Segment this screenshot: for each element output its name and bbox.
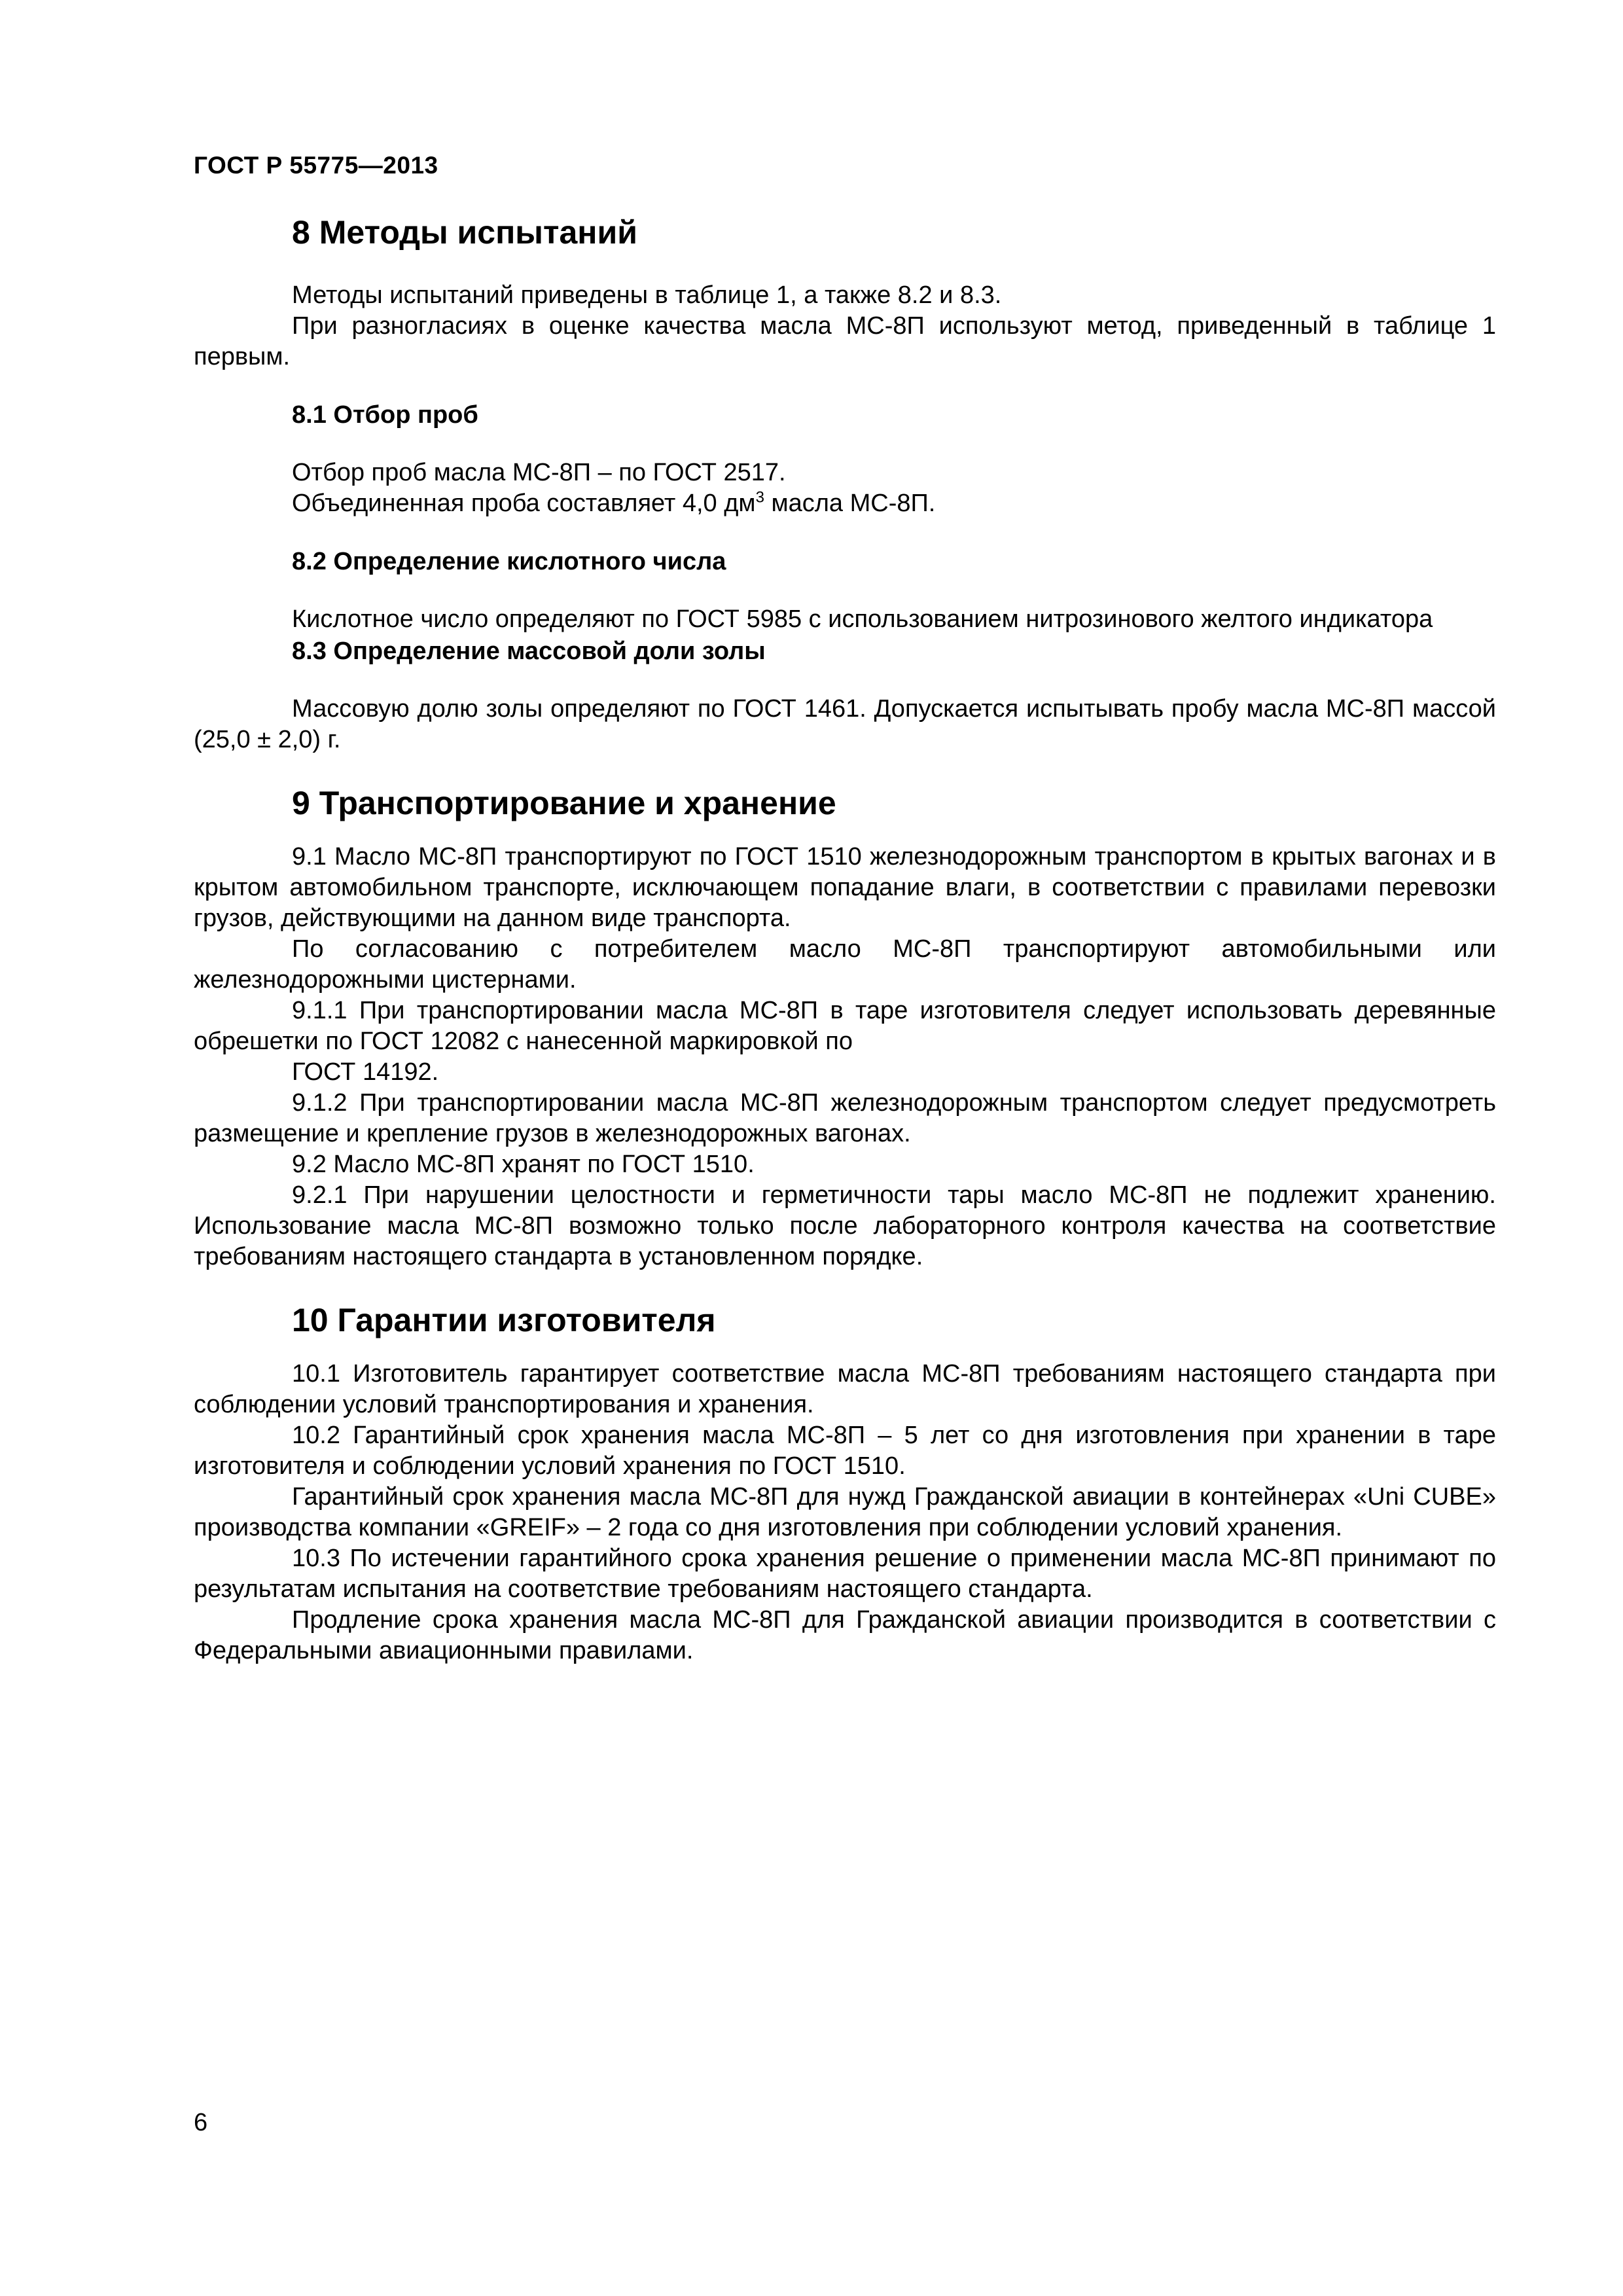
document-body <box>194 211 1496 1666</box>
document-header: ГОСТ Р 55775—2013 <box>194 152 438 179</box>
section-10-paragraph: Продление срока хранения масла МС-8П для Гражданской авиации производится в соответствии с Федеральными авиационными правилами. <box>194 1606 1496 1664</box>
section-10-paragraph: Гарантийный срок хранения масла МС-8П для нужд Гражданской авиации в контейнерах «Uni CUBE» производства компании «GREIF» – 2 года со дня изготовления при соблюдении условий хранения. <box>194 1483 1496 1541</box>
section-9-title: 9 Транспортирование и хранение <box>292 785 836 821</box>
section-8-3-paragraph: Массовую долю золы определяют по ГОСТ 1461. Допускается испытывать пробу масла МС-8П массой (25,0 ± 2,0) г. <box>194 695 1496 753</box>
section-9-paragraph: ГОСТ 14192. <box>292 1058 439 1086</box>
section-10-title: 10 Гарантии изготовителя <box>292 1302 716 1338</box>
section-10-paragraph: 10.3 По истечении гарантийного срока хранения решение о применении масла МС-8П принимают по результатам испытания на соответствие требованиям настоящего стандарта. <box>194 1545 1496 1603</box>
section-8-2-paragraph: Кислотное число определяют по ГОСТ 5985 с использованием нитрозинового желтого индикатора <box>292 605 1433 633</box>
section-8-2-title: 8.2 Определение кислотного числа <box>292 548 726 575</box>
section-9-paragraph: 9.2 Масло МС-8П хранят по ГОСТ 1510. <box>292 1151 755 1178</box>
paragraph-text: Объединенная проба составляет 4,0 дм <box>292 490 756 517</box>
section-9-paragraph: По согласованию с потребителем масло МС-8П транспортируют автомобильными или железнодорожными цистернами. <box>194 935 1496 994</box>
section-8-paragraph: Методы испытаний приведены в таблице 1, а также 8.2 и 8.3. <box>292 281 1002 309</box>
section-10-paragraph: 10.2 Гарантийный срок хранения масла МС-8П – 5 лет со дня изготовления при хранении в таре изготовителя и соблюдении условий хранения по ГОСТ 1510. <box>194 1422 1496 1480</box>
section-8-title: 8 Методы испытаний <box>292 214 637 251</box>
section-8-1-paragraph <box>194 488 1496 519</box>
section-8-paragraph: При разногласиях в оценке качества масла МС-8П используют метод, приведенный в таблице 1 первым. <box>194 312 1496 370</box>
section-9-paragraph: 9.1.1 При транспортировании масла МС-8П в таре изготовителя следует использовать деревянные обрешетки по ГОСТ 12082 с нанесенной маркировкой по <box>194 997 1496 1055</box>
section-9-paragraph: 9.1 Масло МС-8П транспортируют по ГОСТ 1510 железнодорожным транспортом в крытых вагонах и в крытом автомобильном транспорте, исключающем попадание влаги, в соответствии с правилами перевозки грузов, действующими на данном виде транспорта. <box>194 843 1496 932</box>
section-8-1-paragraph: Отбор проб масла МС-8П – по ГОСТ 2517. <box>292 459 786 486</box>
section-9-paragraph: 9.2.1 При нарушении целостности и герметичности тары масло МС-8П не подлежит хранению. Использование масла МС-8П возможно только после лабораторного контроля качества на соответствие требованиям настоящего стандарта в установленном порядке. <box>194 1181 1496 1270</box>
section-8-1-title: 8.1 Отбор проб <box>292 401 478 429</box>
section-9-paragraph: 9.1.2 При транспортировании масла МС-8П железнодорожным транспортом следует предусмотреть размещение и крепление грузов в железнодорожных вагонах. <box>194 1089 1496 1147</box>
superscript: 3 <box>755 488 764 507</box>
page-number: 6 <box>194 2109 208 2136</box>
section-8-3-title: 8.3 Определение массовой доли золы <box>292 637 766 665</box>
paragraph-text: масла МС-8П. <box>764 490 936 517</box>
section-10-paragraph: 10.1 Изготовитель гарантирует соответствие масла МС-8П требованиям настоящего стандарта при соблюдении условий транспортирования и хранения. <box>194 1360 1496 1418</box>
